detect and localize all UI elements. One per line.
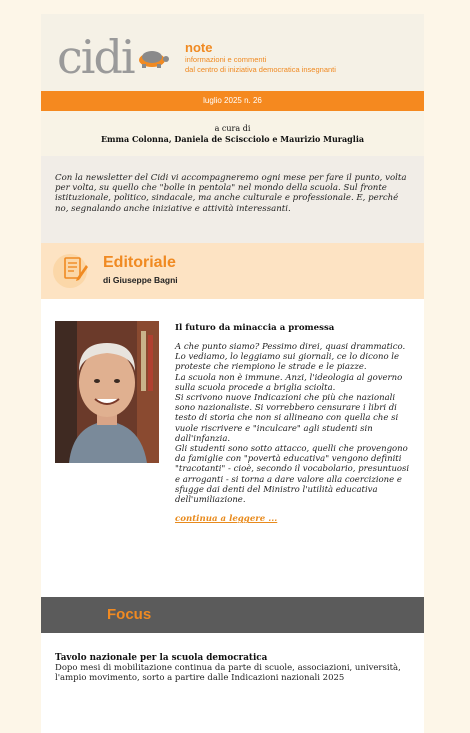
editorial-article [41,299,424,597]
editorial-title: Editoriale [103,254,176,271]
issue-bar: luglio 2025 n. 26 [41,91,424,111]
cidi-logo: cidi [57,30,134,84]
editorial-paragraph: La scuola non è immune. Anzi, l'ideologia al governo sulla scuola procede a briglia sciolta. [175,372,403,393]
editorial-article-title: Il futuro da minaccia a promessa [175,323,335,333]
note-title: note [185,40,213,55]
read-more-link[interactable]: continua a leggere ... [175,514,278,525]
editorial-article-text [175,323,415,524]
intro-text: Con la newsletter del Cidi vi accompagneremo ogni mese per fare il punto, volta per volta, su quello che "bolle in pentola" nel mondo della scuola. Sul fronte istituzionale, politico, sindacale, ma anche culturale e professionale. E, perché no, segnalando anche iniziative e attività interessanti. [41,156,424,243]
header-note [185,41,336,75]
curators-label: a cura di [214,124,251,133]
editorial-paragraph: Si scrivono nuove Indicazioni che più che nazionali sono nazionaliste. Si vorrebbero censurare i libri di testo di storia che non si allineano con quella che si vuole riscrivere e "inculcare" agli studenti sin dall'infanzia. [175,393,399,444]
editorial-author: di Giuseppe Bagni [103,275,178,285]
document-pen-icon [63,256,89,284]
newsletter-header [41,14,424,91]
editorial-paragraph: Gli studenti sono sotto attacco, quelli che provengono da famiglie con "povertà educativa" vengono definiti "tracotanti" - cioè, secondo il vocabolario, presuntuosi e arroganti - si torna a dare valore alla coercizione e sfugge dai denti del Ministro l'utilità educativa dell'umiliazione. [175,444,410,506]
note-subtitle-1: informazioni e commenti [185,55,267,64]
newsletter [41,14,424,683]
focus-article [41,633,424,733]
focus-title: Focus [107,606,152,623]
note-subtitle-2: dal centro di iniziativa democratica insegnanti [185,65,336,74]
editorial-header [41,243,424,299]
curators-names: Emma Colonna, Daniela de Sciscciolo e Maurizio Muraglia [100,134,365,144]
curators-block [41,111,424,156]
author-portrait [55,321,159,463]
turtle-logo-icon [136,48,170,68]
focus-header [41,597,424,633]
editorial-paragraph: A che punto siamo? Pessimo direi, quasi drammatico. Lo vediamo, lo leggiamo sui giornali, ce lo dicono le proteste che riempiono le strade e le piazze. [175,342,406,373]
focus-article-title: Tavolo nazionale per la scuola democratica [55,653,268,663]
focus-article-text: Dopo mesi di mobilitazione continua da parte di scuole, associazioni, università, l'ampio movimento, sorto a partire dalle Indicazioni nazionali 2025 [55,663,401,683]
